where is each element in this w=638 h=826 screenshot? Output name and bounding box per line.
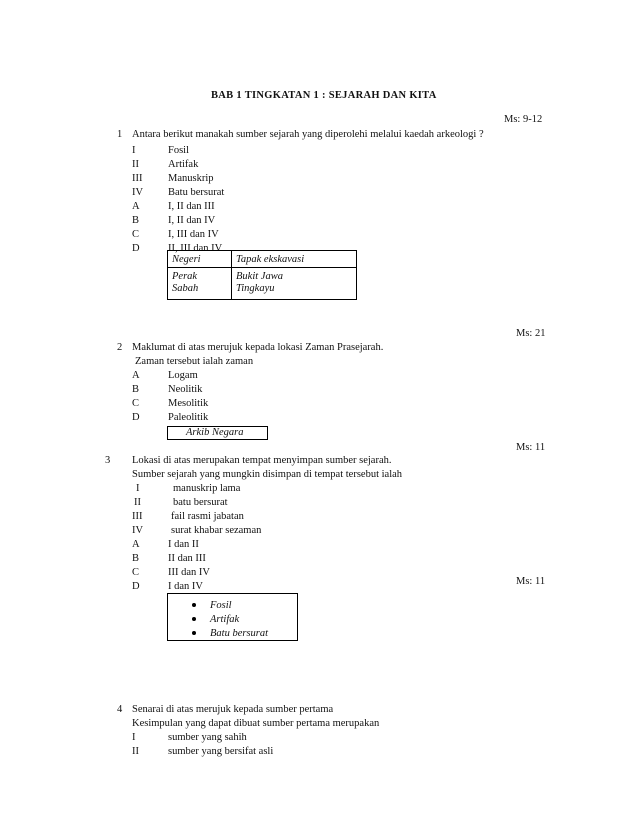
- q4-line-1: Senarai di atas merujuk kepada sumber pertama: [132, 704, 334, 715]
- bullet-icon: [192, 631, 196, 635]
- q2-option-label: B: [132, 384, 140, 395]
- q3-option-label: A: [132, 539, 140, 550]
- q3-option-label: B: [132, 553, 140, 564]
- table-cell-perak: Perak: [172, 271, 198, 282]
- q3-item-label: IV: [132, 525, 144, 536]
- q2-page-ref: Ms: 21: [516, 328, 546, 339]
- q1-item-label: III: [132, 173, 143, 184]
- arkib-negara-text: Arkib Negara: [186, 427, 244, 438]
- q2-option-label: A: [132, 370, 140, 381]
- q4-item-label: I: [132, 732, 136, 743]
- q1-item-label: IV: [132, 187, 144, 198]
- q3-item-label: III: [132, 511, 143, 522]
- q1-page-ref: Ms: 9-12: [504, 114, 543, 125]
- q2-number: 2: [117, 342, 123, 353]
- q2-option-text: Paleolitik: [168, 412, 209, 423]
- q4-number: 4: [117, 704, 123, 715]
- q1-item-label: I: [132, 145, 136, 156]
- q1-question: Antara berikut manakah sumber sejarah yang diperolehi melalui kaedah arkeologi ?: [132, 129, 484, 140]
- q3-item-text: batu bersurat: [173, 497, 228, 508]
- q3-page-ref: Ms: 11: [516, 442, 546, 453]
- q2-option-label: D: [132, 412, 140, 423]
- q1-option-text: II, III dan IV: [168, 243, 223, 254]
- q4-page-ref: Ms: 11: [516, 576, 546, 587]
- q1-option-label: A: [132, 201, 140, 212]
- q3-option-label: D: [132, 581, 140, 592]
- q3-item-text: surat khabar sezaman: [171, 525, 262, 536]
- q3-option-text: I dan IV: [168, 581, 203, 592]
- bullet-item: [192, 614, 239, 625]
- q3-item-text: manuskrip lama: [173, 483, 241, 494]
- q2-line-2: Zaman tersebut ialah zaman: [135, 356, 254, 367]
- q2-option-text: Mesolitik: [168, 398, 209, 409]
- bullet-icon: [192, 617, 196, 621]
- q2-line-1: Maklumat di atas merujuk kepada lokasi Zaman Prasejarah.: [132, 342, 384, 353]
- q1-item-text: Artifak: [168, 159, 199, 170]
- q3-option-text: III dan IV: [168, 567, 210, 578]
- table-row: [168, 268, 357, 300]
- q4-line-2: Kesimpulan yang dapat dibuat sumber pertama merupakan: [132, 718, 380, 729]
- bullet-item: [192, 628, 268, 639]
- q3-line-2: Sumber sejarah yang mungkin disimpan di tempat tersebut ialah: [132, 469, 403, 480]
- q1-item-text: Fosil: [168, 145, 190, 156]
- table-cell-negeri: [168, 268, 232, 300]
- q4-item-text: sumber yang bersifat asli: [168, 746, 274, 757]
- q1-item-label: II: [132, 159, 139, 170]
- q2-option-text: Neolitik: [168, 384, 203, 395]
- q1-option-text: I, III dan IV: [168, 229, 219, 240]
- q2-option-text: Logam: [168, 370, 198, 381]
- table-cell-tingkayu: Tingkayu: [236, 283, 275, 294]
- table-header-negeri: Negeri: [168, 251, 232, 268]
- table-cell-bukit-jawa: Bukit Jawa: [236, 271, 283, 282]
- q1-item-text: Batu bersurat: [168, 187, 225, 198]
- q1-option-text: I, II dan III: [168, 201, 215, 212]
- table-cell-sabah: Sabah: [172, 283, 199, 294]
- bullet-item: [192, 600, 232, 611]
- table-header-tapak: Tapak ekskavasi: [232, 251, 357, 268]
- q1-option-label: D: [132, 243, 140, 254]
- q3-line-1: Lokasi di atas merupakan tempat menyimpan sumber sejarah.: [132, 455, 392, 466]
- bullet-icon: [192, 603, 196, 607]
- table-cell-tapak: [232, 268, 357, 300]
- source-list-box: [167, 593, 298, 641]
- q3-item-text: fail rasmi jabatan: [171, 511, 244, 522]
- q1-option-label: B: [132, 215, 140, 226]
- q1-option-label: C: [132, 229, 140, 240]
- q3-item-label: I: [136, 483, 140, 494]
- q3-item-label: II: [134, 497, 141, 508]
- bullet-text: Fosil: [210, 600, 232, 611]
- page-title: BAB 1 TINGKATAN 1 : SEJARAH DAN KITA: [211, 90, 437, 101]
- q2-option-label: C: [132, 398, 140, 409]
- bullet-text: Batu bersurat: [210, 628, 269, 639]
- q4-item-text: sumber yang sahih: [168, 732, 247, 743]
- q1-option-text: I, II dan IV: [168, 215, 216, 226]
- q3-option-text: II dan III: [168, 553, 206, 564]
- q1-number: 1: [117, 129, 123, 140]
- q3-option-text: I dan II: [168, 539, 199, 550]
- q3-number: 3: [105, 455, 111, 466]
- q1-item-text: Manuskrip: [168, 173, 214, 184]
- q3-option-label: C: [132, 567, 140, 578]
- bullet-text: Artifak: [210, 614, 240, 625]
- arkib-negara-box: [167, 426, 268, 440]
- q4-item-label: II: [132, 746, 139, 757]
- table-header-row: [168, 251, 357, 268]
- site-table: [167, 250, 357, 300]
